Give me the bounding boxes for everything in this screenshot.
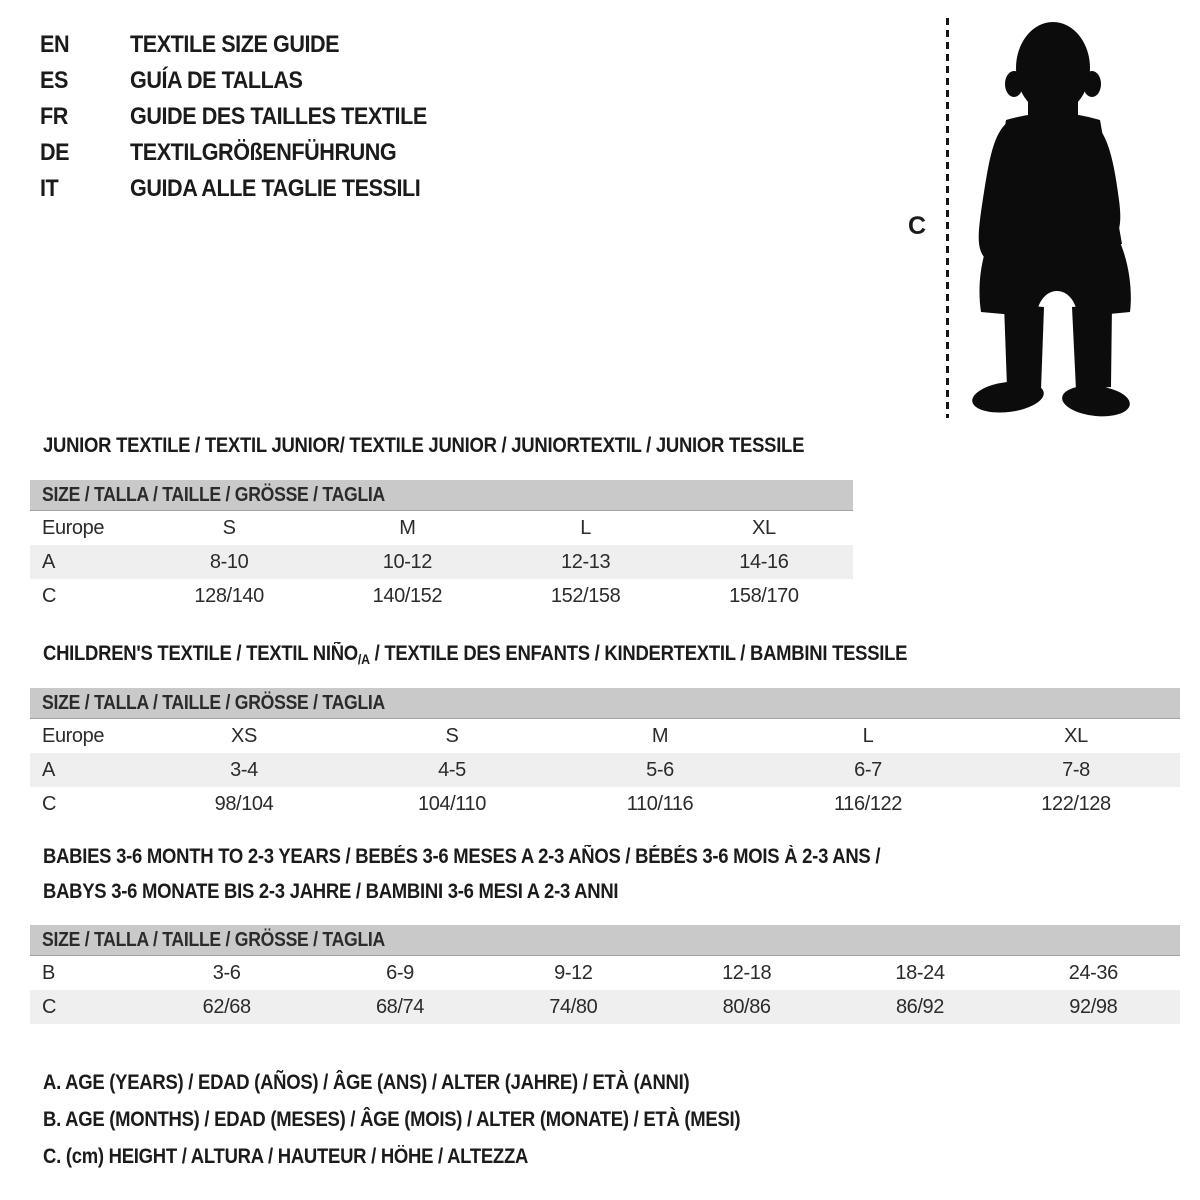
age-cell: 14-16 bbox=[739, 550, 789, 573]
row-label: C bbox=[42, 792, 57, 815]
size-cell: XL bbox=[752, 516, 776, 539]
months-cell: 18-24 bbox=[895, 961, 945, 984]
language-row-it bbox=[40, 171, 460, 207]
height-cell: 62/68 bbox=[202, 995, 251, 1018]
size-table-header: SIZE / TALLA / TAILLE / GRÖSSE / TAGLIA bbox=[30, 688, 1180, 719]
height-cell: 80/86 bbox=[722, 995, 771, 1018]
age-cell: 10-12 bbox=[382, 550, 432, 573]
language-code: EN bbox=[40, 31, 70, 58]
language-row-es bbox=[40, 63, 460, 99]
height-cell: 92/98 bbox=[1069, 995, 1118, 1018]
legend bbox=[43, 1064, 835, 1175]
height-cell: 110/116 bbox=[626, 792, 694, 815]
guide-title-it: GUIDA ALLE TAGLIE TESSILI bbox=[130, 175, 421, 202]
table-row-months bbox=[30, 956, 1180, 990]
height-cell: 68/74 bbox=[375, 995, 425, 1018]
size-cell: M bbox=[399, 516, 416, 539]
row-label: Europe bbox=[42, 724, 105, 747]
months-cell: 12-18 bbox=[722, 961, 772, 984]
height-cell: 98/104 bbox=[214, 792, 274, 815]
language-code: ES bbox=[40, 67, 68, 94]
age-cell: 5-6 bbox=[646, 758, 674, 781]
age-cell: 7-8 bbox=[1062, 758, 1090, 781]
age-cell: 4-5 bbox=[438, 758, 466, 781]
height-cell: 86/92 bbox=[895, 995, 944, 1018]
children-size-table bbox=[30, 688, 1180, 821]
babies-section-heading-line2: BABYS 3-6 MONATE BIS 2-3 JAHRE / BAMBINI 3-6 MESI A 2-3 ANNI bbox=[43, 880, 619, 903]
junior-size-table bbox=[30, 480, 853, 613]
size-cell: L bbox=[862, 724, 874, 747]
language-row-fr bbox=[40, 99, 460, 135]
height-dashed-line bbox=[946, 18, 949, 418]
language-code: DE bbox=[40, 139, 70, 166]
height-cell: 74/80 bbox=[549, 995, 598, 1018]
table-row-height bbox=[30, 990, 1180, 1024]
row-label: C bbox=[42, 995, 57, 1018]
language-code: FR bbox=[40, 103, 68, 130]
table-row-age bbox=[30, 545, 853, 579]
babies-section-heading-line1: BABIES 3-6 MONTH TO 2-3 YEARS / BEBÉS 3-6 MESES A 2-3 AÑOS / BÉBÉS 3-6 MOIS À 2-3 ANS / bbox=[43, 845, 881, 868]
row-label: A bbox=[42, 758, 55, 781]
height-measure-label: C bbox=[908, 212, 927, 240]
size-cell: S bbox=[222, 516, 236, 539]
age-cell: 3-4 bbox=[230, 758, 258, 781]
table-row-age bbox=[30, 753, 1180, 787]
legend-line-a: A. AGE (YEARS) / EDAD (AÑOS) / ÂGE (ANS) / ALTER (JAHRE) / ETÀ (ANNI) bbox=[43, 1070, 690, 1094]
guide-title-es: GUÍA DE TALLAS bbox=[130, 67, 303, 94]
size-cell: L bbox=[580, 516, 591, 539]
months-cell: 3-6 bbox=[212, 961, 241, 984]
months-cell: 9-12 bbox=[554, 961, 593, 984]
table-row-height bbox=[30, 787, 1180, 821]
row-label: C bbox=[42, 584, 57, 607]
row-label: A bbox=[42, 550, 55, 573]
guide-title-de: TEXTILGRÖßENFÜHRUNG bbox=[130, 139, 397, 166]
size-table-header: SIZE / TALLA / TAILLE / GRÖSSE / TAGLIA bbox=[30, 925, 1180, 956]
row-label: B bbox=[42, 961, 55, 984]
junior-section-heading: JUNIOR TEXTILE / TEXTIL JUNIOR/ TEXTILE JUNIOR / JUNIORTEXTIL / JUNIOR TESSILE bbox=[43, 434, 805, 457]
table-row-europe bbox=[30, 719, 1180, 753]
height-cell: 140/152 bbox=[372, 584, 443, 607]
size-cell: S bbox=[445, 724, 459, 747]
heading-subscript: /A bbox=[357, 651, 370, 667]
language-list bbox=[40, 27, 460, 207]
height-cell: 122/128 bbox=[1041, 792, 1111, 815]
language-code: IT bbox=[40, 175, 59, 202]
legend-line-b: B. AGE (MONTHS) / EDAD (MESES) / ÂGE (MOIS) / ALTER (MONATE) / ETÀ (MESI) bbox=[43, 1107, 741, 1131]
height-cell: 128/140 bbox=[194, 584, 264, 607]
age-cell: 6-7 bbox=[854, 758, 882, 781]
children-section-heading: CHILDREN'S TEXTILE / TEXTIL NIÑO/A / TEXTILE DES ENFANTS / KINDERTEXTIL / BAMBINI TESSILE bbox=[43, 642, 908, 667]
legend-line-c: C. (cm) HEIGHT / ALTURA / HAUTEUR / HÖHE / ALTEZZA bbox=[43, 1144, 529, 1168]
table-row-height bbox=[30, 579, 853, 613]
babies-size-table bbox=[30, 925, 1180, 1024]
language-row-de bbox=[40, 135, 460, 171]
row-label: Europe bbox=[42, 516, 105, 539]
size-table-header: SIZE / TALLA / TAILLE / GRÖSSE / TAGLIA bbox=[30, 480, 853, 511]
guide-title-en: TEXTILE SIZE GUIDE bbox=[130, 31, 340, 58]
height-cell: 104/110 bbox=[417, 792, 486, 815]
age-cell: 8-10 bbox=[209, 550, 249, 573]
toddler-silhouette-icon bbox=[962, 16, 1147, 421]
height-cell: 158/170 bbox=[729, 584, 799, 607]
size-cell: M bbox=[651, 724, 669, 747]
table-row-europe bbox=[30, 511, 853, 545]
months-cell: 24-36 bbox=[1068, 961, 1118, 984]
height-cell: 116/122 bbox=[833, 792, 902, 815]
language-row-en bbox=[40, 27, 460, 63]
size-cell: XL bbox=[1064, 724, 1088, 747]
months-cell: 6-9 bbox=[386, 961, 414, 984]
size-cell: XS bbox=[231, 724, 257, 747]
height-cell: 152/158 bbox=[550, 584, 621, 607]
age-cell: 12-13 bbox=[561, 550, 611, 573]
guide-title-fr: GUIDE DES TAILLES TEXTILE bbox=[130, 103, 427, 130]
